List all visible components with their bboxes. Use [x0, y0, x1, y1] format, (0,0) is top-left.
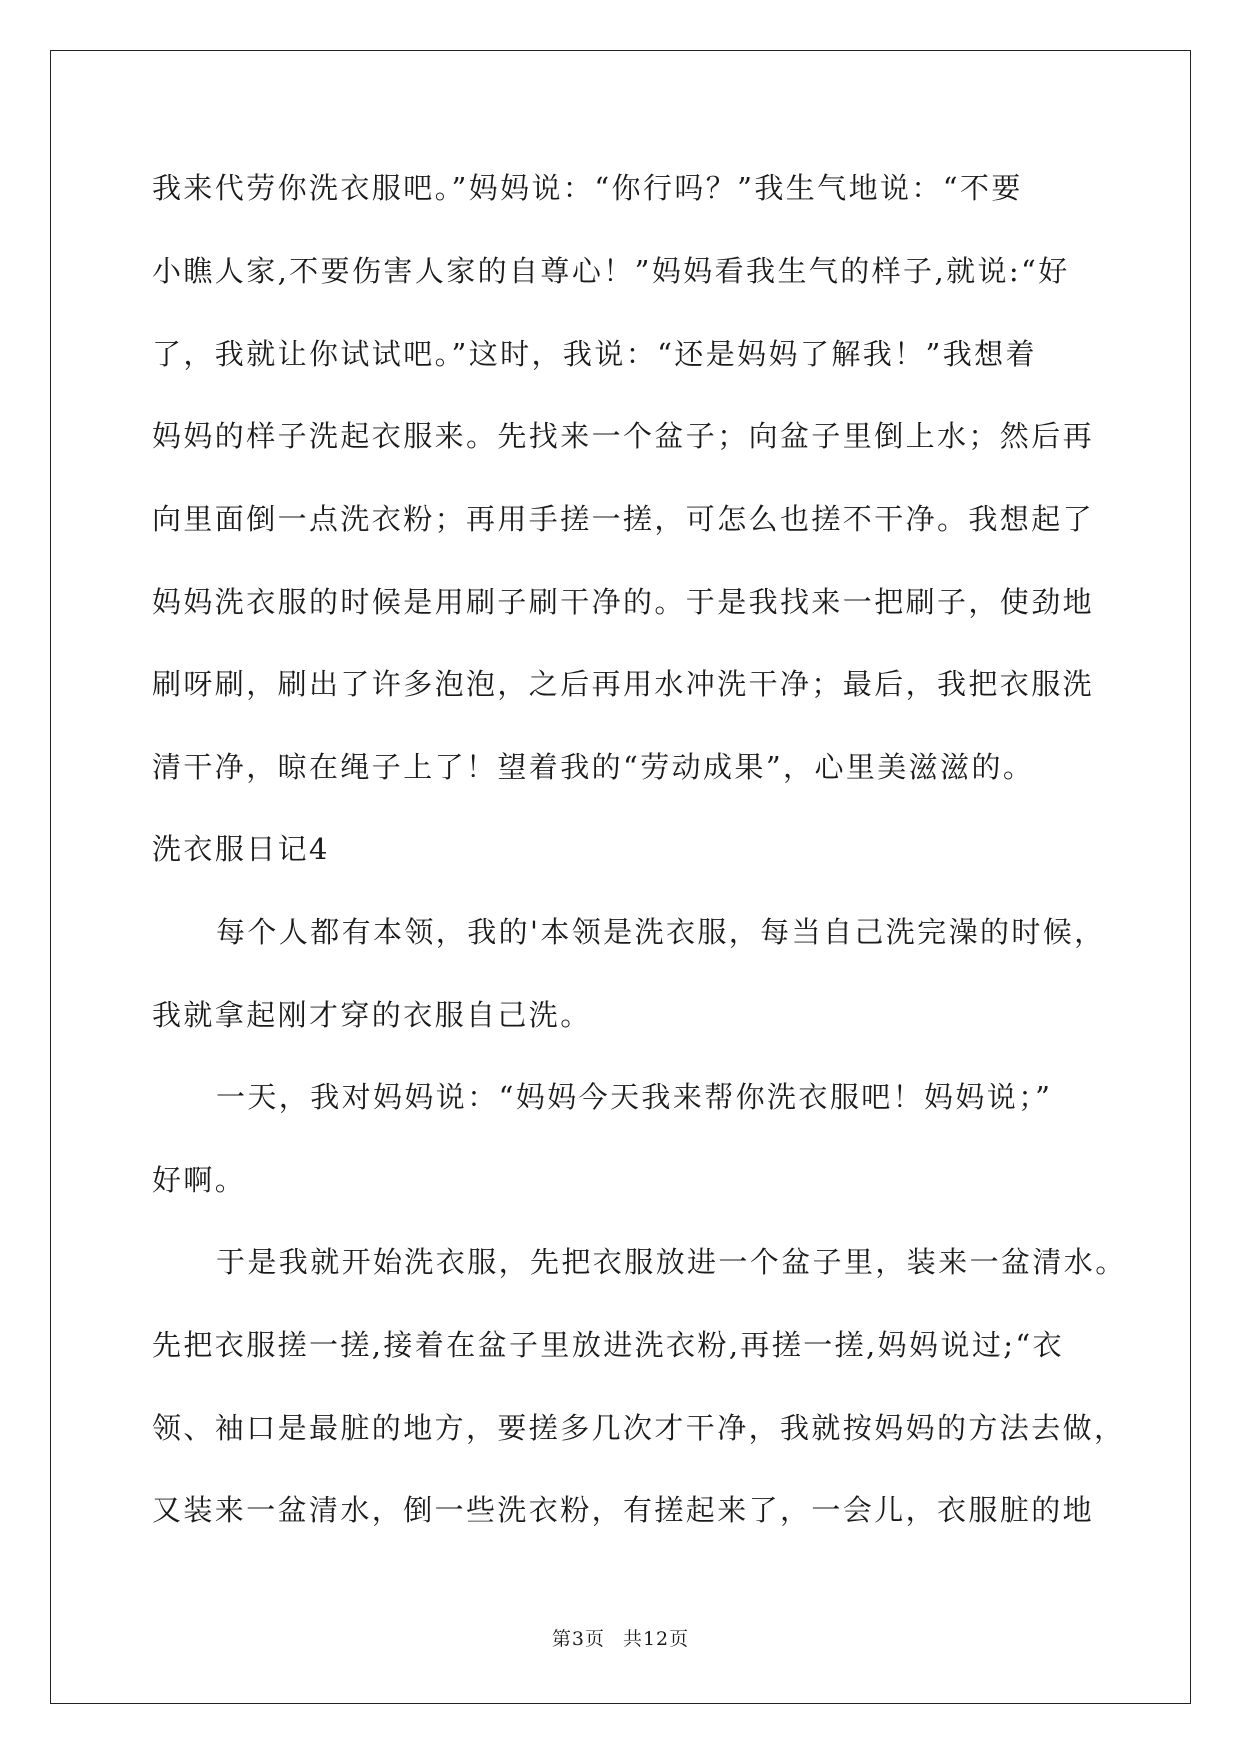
body-text-line: 了，我就让你试试吧。”这时，我说：“还是妈妈了解我！”我想着: [152, 337, 1037, 371]
page-footer: [0, 1624, 1241, 1651]
body-text-line: 我就拿起刚才穿的衣服自己洗。: [152, 998, 592, 1032]
body-text-line: 妈妈洗衣服的时候是用刷子刷干净的。于是我找来一把刷子，使劲地: [152, 585, 1095, 619]
page-total: 共12页: [622, 1628, 690, 1650]
page-number: 第3页: [551, 1628, 605, 1650]
body-text-line: 刷呀刷，刷出了许多泡泡，之后再用水冲洗干净；最后，我把衣服洗: [152, 667, 1095, 701]
paragraph-first-line: 一天，我对妈妈说：“妈妈今天我来帮你洗衣服吧！妈妈说；”: [216, 1080, 1053, 1114]
body-text-line: 向里面倒一点洗衣粉；再用手搓一搓，可怎么也搓不干净。我想起了: [152, 502, 1095, 536]
body-text-line: 领、袖口是最脏的地方，要搓多几次才干净，我就按妈妈的方法去做，: [152, 1411, 1126, 1445]
section-heading: 洗衣服日记4: [152, 832, 330, 866]
paragraph-first-line: 于是我就开始洗衣服，先把衣服放进一个盆子里，装来一盆清水。: [216, 1245, 1127, 1279]
body-text-line: 小瞧人家,不要伤害人家的自尊心！”妈妈看我生气的样子,就说:“好: [152, 254, 1070, 288]
body-text-line: 好啊。: [152, 1163, 247, 1197]
body-text-line: 我来代劳你洗衣服吧。”妈妈说：“你行吗？”我生气地说：“不要: [152, 171, 1023, 205]
body-text-line: 又装来一盆清水，倒一些洗衣粉，有搓起来了，一会儿，衣服脏的地: [152, 1493, 1095, 1527]
body-text-line: 先把衣服搓一搓,接着在盆子里放进洗衣粉,再搓一搓,妈妈说过;“衣: [152, 1328, 1065, 1362]
page-border: [50, 50, 1191, 1704]
body-text-line: 清干净，晾在绳子上了！望着我的“劳动成果”，心里美滋滋的。: [152, 750, 1035, 784]
body-text-line: 妈妈的样子洗起衣服来。先找来一个盆子；向盆子里倒上水；然后再: [152, 419, 1095, 453]
paragraph-first-line: 每个人都有本领，我的'本领是洗衣服，每当自己洗完澡的时候，: [216, 915, 1106, 949]
